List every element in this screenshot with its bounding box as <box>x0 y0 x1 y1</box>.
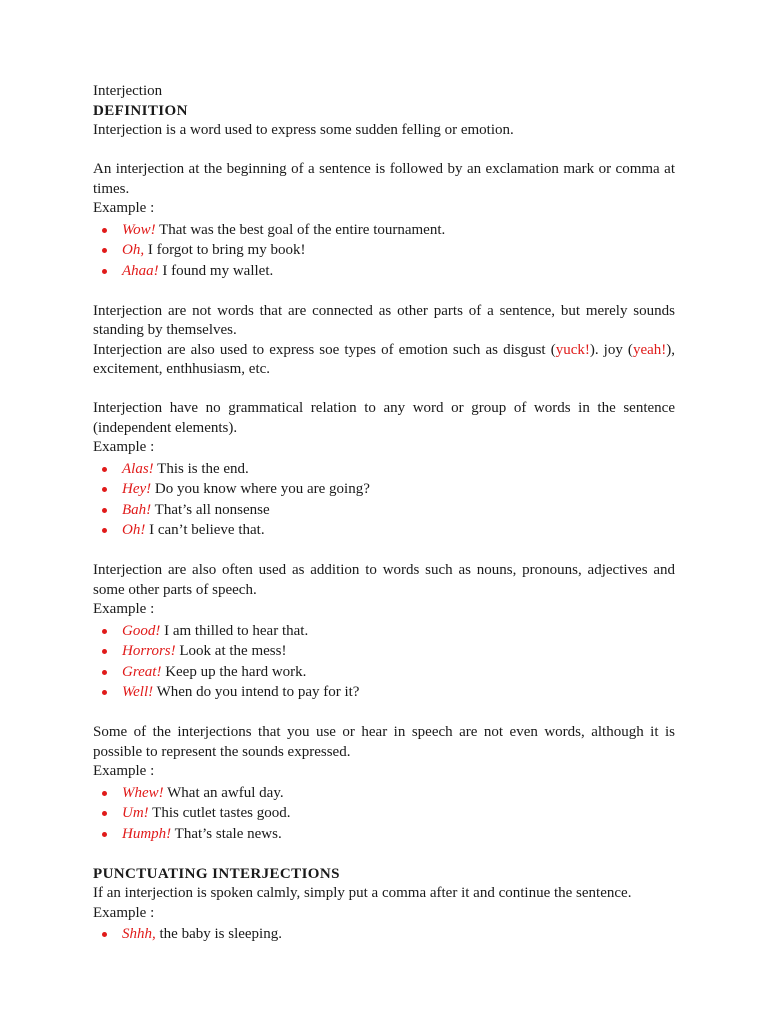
interjection-word: Great! <box>122 663 162 680</box>
bullet-list <box>93 783 675 845</box>
paragraph-spacer <box>93 282 675 302</box>
text-segment: If an interjection is spoken calmly, simply put a comma after it and continue the sentence. <box>93 885 632 901</box>
bullet-text: I can’t believe that. <box>145 522 265 538</box>
text-segment: Some of the interjections that you use or hear in speech are not even words, although it is possible to represent the sounds expressed. <box>93 724 675 760</box>
bullet-item <box>122 220 675 241</box>
bullet-list <box>93 924 675 945</box>
bullet-list <box>93 220 675 282</box>
text-segment: An interjection at the beginning of a sentence is followed by an exclamation mark or comma at times. <box>93 161 675 197</box>
text-segment: Interjection are not words that are connected as other parts of a sentence, but merely sounds standing by themselves. <box>93 302 675 338</box>
bullet-item <box>122 924 675 945</box>
text-segment: Interjection <box>93 83 163 99</box>
bullet-text: This cutlet tastes good. <box>148 805 291 821</box>
paragraph <box>93 302 675 341</box>
document-line <box>93 82 675 102</box>
bullet-item <box>122 621 675 642</box>
text-segment: Example : <box>93 904 155 921</box>
bullet-text: What an awful day. <box>163 784 284 801</box>
bullet-text: This is the end. <box>153 460 249 477</box>
interjection-word: Good! <box>122 622 161 639</box>
bullet-item <box>122 240 675 261</box>
document-line <box>93 884 675 904</box>
highlighted-word: yuck! <box>555 341 590 358</box>
bullet-text: When do you intend to pay for it? <box>153 684 360 700</box>
bullet-list <box>93 459 675 541</box>
bullet-item <box>122 459 675 480</box>
interjection-word: Um! <box>122 805 149 821</box>
paragraph-spacer <box>93 380 675 400</box>
section-heading: PUNCTUATING INTERJECTIONS <box>93 865 340 882</box>
interjection-word: Wow! <box>122 221 156 238</box>
interjection-word: Hey! <box>122 481 152 497</box>
document-line <box>93 121 675 141</box>
document-line <box>93 762 675 782</box>
bullet-text: I am thilled to hear that. <box>160 622 309 639</box>
interjection-word: Oh! <box>122 522 146 538</box>
text-segment: Example : <box>93 763 155 779</box>
bullet-item <box>122 641 675 662</box>
bullet-item <box>122 500 675 521</box>
paragraph-spacer <box>93 704 675 724</box>
text-segment: Interjection are also used to express soe types of emotion such as disgust ( <box>93 341 556 358</box>
bullet-text: Keep up the hard work. <box>161 663 307 680</box>
bullet-item <box>122 824 675 845</box>
bullet-item <box>122 520 675 541</box>
highlighted-word: yeah! <box>632 341 667 358</box>
document-line <box>93 199 675 219</box>
paragraph <box>93 399 675 438</box>
interjection-word: Ahaa! <box>122 262 159 279</box>
text-segment: Interjection have no grammatical relation to any word or group of words in the sentence (independent elements). <box>93 400 675 436</box>
text-segment: ). joy ( <box>589 341 633 358</box>
bullet-item <box>122 261 675 282</box>
paragraph <box>93 160 675 199</box>
text-segment: Example : <box>93 601 155 617</box>
interjection-word: Horrors! <box>122 643 176 659</box>
bullet-item <box>122 479 675 500</box>
bullet-item <box>122 783 675 804</box>
paragraph-spacer <box>93 542 675 562</box>
interjection-word: Alas! <box>122 460 154 477</box>
bullet-text: That’s all nonsense <box>151 501 270 518</box>
bullet-text: the baby is sleeping. <box>155 926 282 942</box>
interjection-word: Humph! <box>122 825 172 842</box>
bullet-item <box>122 662 675 683</box>
text-segment: Interjection is a word used to express some sudden felling or emotion. <box>93 122 514 138</box>
document-line <box>93 904 675 924</box>
text-segment: Example : <box>93 439 155 455</box>
bullet-text: Look at the mess! <box>175 643 287 659</box>
bullet-list <box>93 621 675 703</box>
bullet-text: Do you know where you are going? <box>151 481 370 497</box>
text-segment: Interjection are also often used as addition to words such as nouns, pronouns, adjectives and some other parts of speech. <box>93 562 675 598</box>
document-line <box>93 438 675 458</box>
interjection-word: Oh, <box>122 242 145 258</box>
paragraph-spacer <box>93 845 675 865</box>
paragraph <box>93 561 675 600</box>
interjection-word: Well! <box>122 684 154 700</box>
bullet-text: I found my wallet. <box>158 262 274 279</box>
paragraph-spacer <box>93 141 675 161</box>
bullet-item <box>122 803 675 824</box>
interjection-word: Shhh, <box>122 926 156 942</box>
bullet-text: That was the best goal of the entire tournament. <box>155 221 446 238</box>
text-segment: Example : <box>93 200 155 216</box>
document-line <box>93 600 675 620</box>
interjection-word: Bah! <box>122 501 152 518</box>
bullet-item <box>122 682 675 703</box>
section-heading: DEFINITION <box>93 102 188 119</box>
bullet-text: That’s stale news. <box>171 825 282 842</box>
paragraph <box>93 341 675 380</box>
paragraph <box>93 723 675 762</box>
document-content <box>93 82 675 946</box>
interjection-word: Whew! <box>122 784 164 801</box>
text-segment: ), excitement, enthhusiasm, etc. <box>93 341 675 377</box>
bullet-text: I forgot to bring my book! <box>144 242 306 258</box>
